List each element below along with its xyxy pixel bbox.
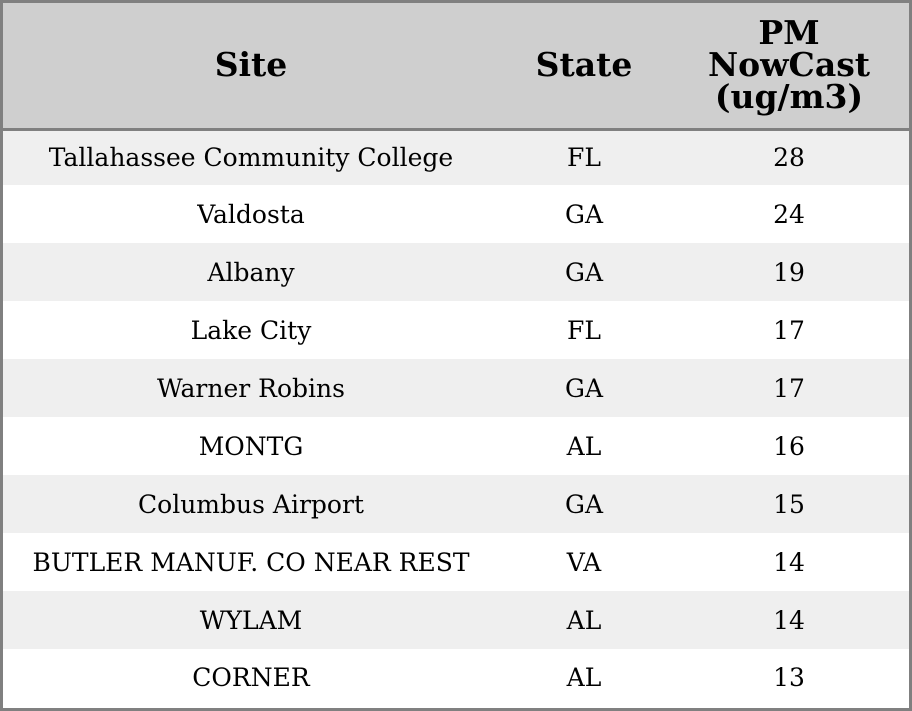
cell-site: MONTG: [198, 431, 304, 461]
cell-state: VA: [566, 547, 602, 577]
cell-pm-nowcast: 14: [773, 547, 805, 577]
cell-state: FL: [567, 315, 601, 345]
cell-state: GA: [564, 373, 604, 403]
cell-pm-nowcast: 28: [773, 143, 805, 173]
table-row: [3, 649, 909, 705]
air-quality-table: [3, 3, 909, 705]
table-row: [3, 591, 909, 649]
cell-pm-nowcast: 14: [773, 605, 805, 635]
cell-site: Lake City: [190, 315, 312, 345]
table-body: [3, 129, 909, 705]
cell-site: Warner Robins: [157, 373, 345, 403]
table-row: [3, 185, 909, 243]
table-row: [3, 301, 909, 359]
table-row: [3, 243, 909, 301]
table-row: [3, 475, 909, 533]
cell-pm-nowcast: 19: [773, 257, 805, 287]
cell-site: WYLAM: [199, 605, 303, 635]
cell-state: GA: [564, 257, 604, 287]
column-header-site: Site: [3, 3, 499, 129]
table-row: [3, 417, 909, 475]
column-header-pm-line-2: NowCast: [707, 45, 871, 85]
cell-pm-nowcast: 16: [773, 431, 805, 461]
cell-pm-nowcast: 24: [773, 199, 805, 229]
header-row: [3, 3, 909, 129]
cell-state: GA: [564, 489, 604, 519]
cell-state: AL: [566, 662, 602, 692]
column-header-pm-nowcast: [669, 3, 909, 129]
cell-site: Columbus Airport: [138, 489, 364, 519]
table-row: [3, 533, 909, 591]
cell-site: CORNER: [192, 662, 310, 692]
cell-site: BUTLER MANUF. CO NEAR REST: [32, 547, 470, 577]
table-header: [3, 3, 909, 129]
cell-site: Tallahassee Community College: [48, 143, 454, 173]
cell-state: AL: [566, 431, 602, 461]
cell-site: Valdosta: [197, 199, 305, 229]
cell-site: Albany: [207, 257, 295, 287]
cell-pm-nowcast: 17: [773, 373, 805, 403]
cell-state: FL: [567, 143, 601, 173]
cell-pm-nowcast: 13: [773, 662, 805, 692]
column-header-pm-line-3: (ug/m3): [714, 77, 864, 117]
column-header-pm-line-1: PM: [758, 13, 820, 53]
cell-pm-nowcast: 15: [773, 489, 805, 519]
cell-pm-nowcast: 17: [773, 315, 805, 345]
cell-state: AL: [566, 605, 602, 635]
table-row: [3, 359, 909, 417]
cell-state: GA: [564, 199, 604, 229]
table-row: [3, 129, 909, 185]
column-header-state: State: [499, 3, 669, 129]
